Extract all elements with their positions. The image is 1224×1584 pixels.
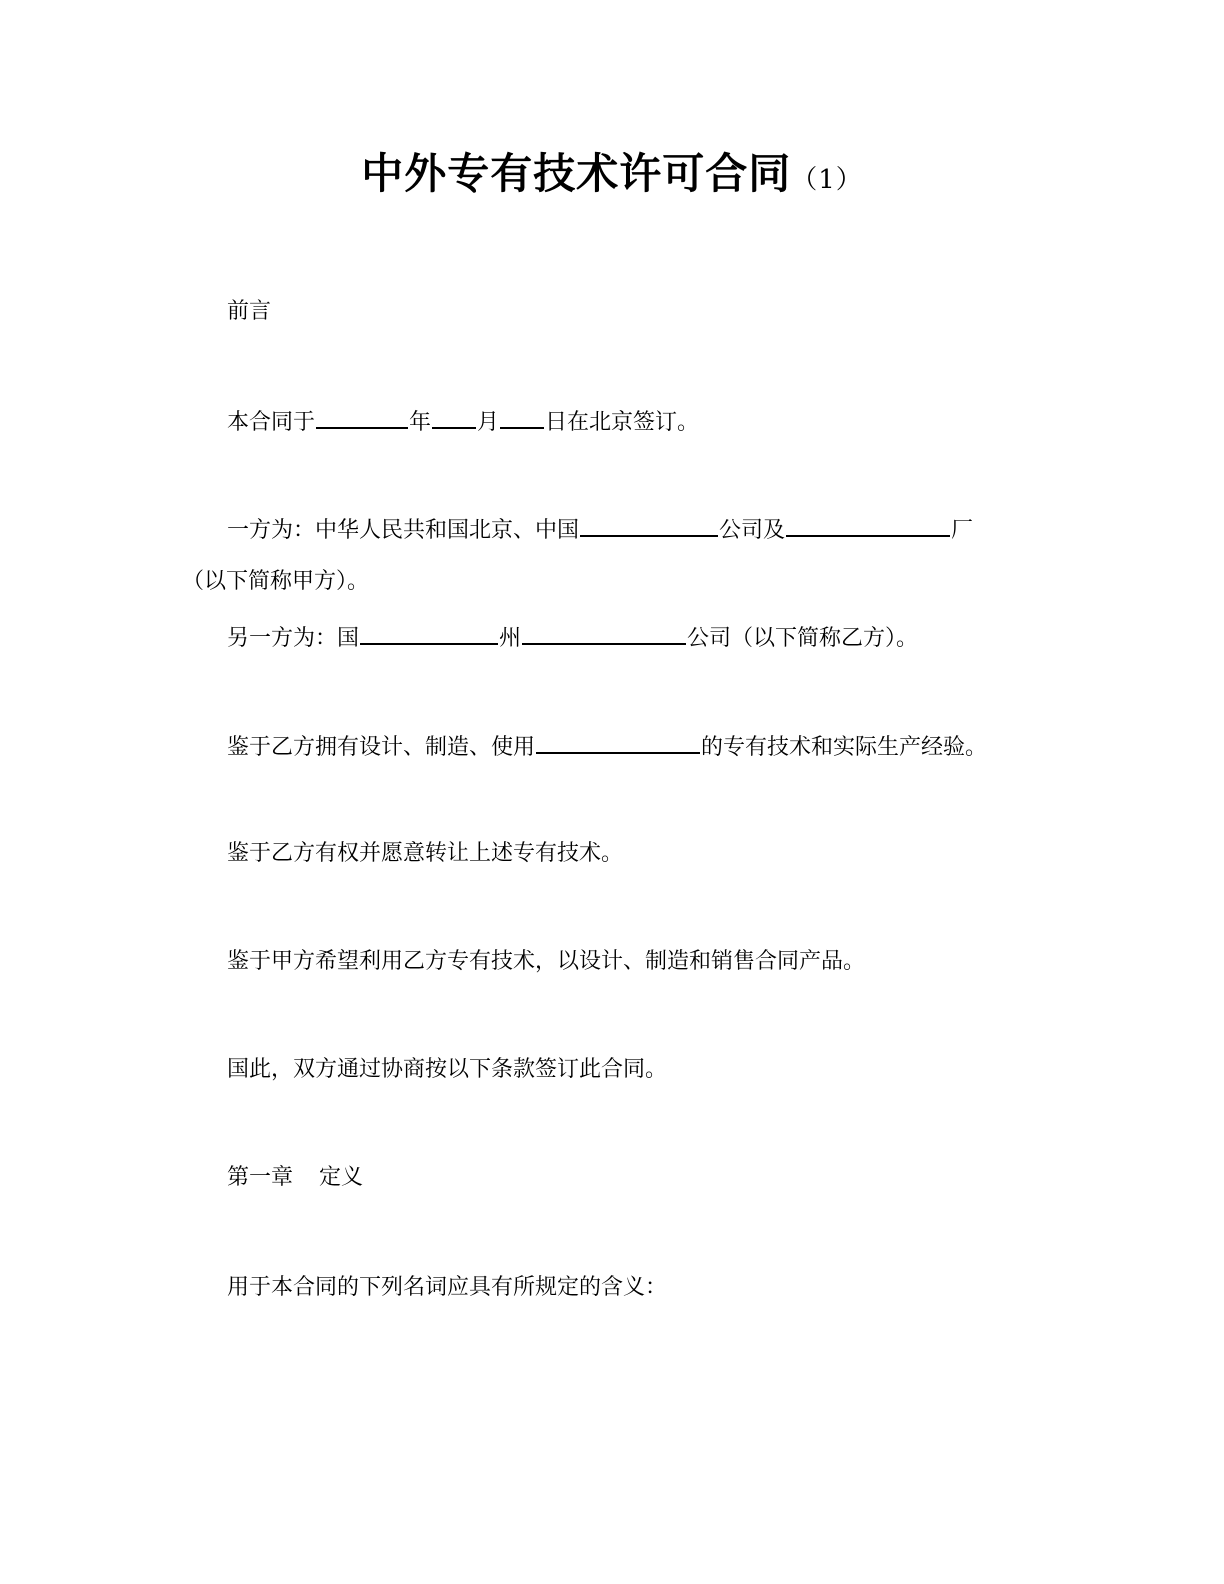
country-b-blank[interactable] xyxy=(360,621,498,645)
year-label: 年 xyxy=(409,410,432,435)
month-label: 月 xyxy=(477,410,500,435)
recital-3: 鉴于甲方希望利用乙方专有技术，以设计、制造和销售合同产品。 xyxy=(227,949,866,974)
company-a-blank[interactable] xyxy=(580,513,718,537)
recital-1-prefix: 鉴于乙方拥有设计、制造、使用 xyxy=(227,735,536,760)
company-b-blank[interactable] xyxy=(522,621,686,645)
preface-heading: 前言 xyxy=(227,299,272,324)
factory-a-blank[interactable] xyxy=(786,513,950,537)
conclusion-paragraph: 国此，双方通过协商按以下条款签订此合同。 xyxy=(227,1057,668,1082)
month-blank[interactable] xyxy=(432,405,476,429)
chapter-number: 第一章 xyxy=(227,1165,294,1190)
year-blank[interactable] xyxy=(316,405,408,429)
title-text: 中外专有技术许可合同 xyxy=(361,149,792,198)
signing-prefix: 本合同于 xyxy=(227,410,316,435)
recital-1-suffix: 的专有技术和实际生产经验。 xyxy=(701,735,988,760)
document-title xyxy=(0,146,1224,208)
party-a-mid: 公司及 xyxy=(719,518,786,543)
chapter-1-heading xyxy=(227,1163,363,1193)
definitions-intro: 用于本合同的下列名词应具有所规定的含义： xyxy=(227,1275,668,1300)
chapter-title: 定义 xyxy=(319,1165,364,1190)
party-a-line2: （以下简称甲方）。 xyxy=(182,569,370,594)
party-a-paragraph xyxy=(227,513,973,546)
signing-suffix: 日在北京签订。 xyxy=(545,410,700,435)
party-b-prefix: 另一方为：国 xyxy=(227,626,360,651)
party-b-mid: 州 xyxy=(499,626,522,651)
day-blank[interactable] xyxy=(500,405,544,429)
recital-1 xyxy=(227,730,987,763)
party-a-prefix: 一方为：中华人民共和国北京、中国 xyxy=(227,518,580,543)
signing-paragraph xyxy=(227,405,699,438)
technology-blank[interactable] xyxy=(536,730,700,754)
party-a-end: 厂 xyxy=(951,518,974,543)
recital-2: 鉴于乙方有权并愿意转让上述专有技术。 xyxy=(227,841,624,866)
party-b-suffix: 公司（以下简称乙方）。 xyxy=(687,626,919,651)
party-b-paragraph xyxy=(227,621,918,654)
title-suffix: （1） xyxy=(791,165,863,195)
